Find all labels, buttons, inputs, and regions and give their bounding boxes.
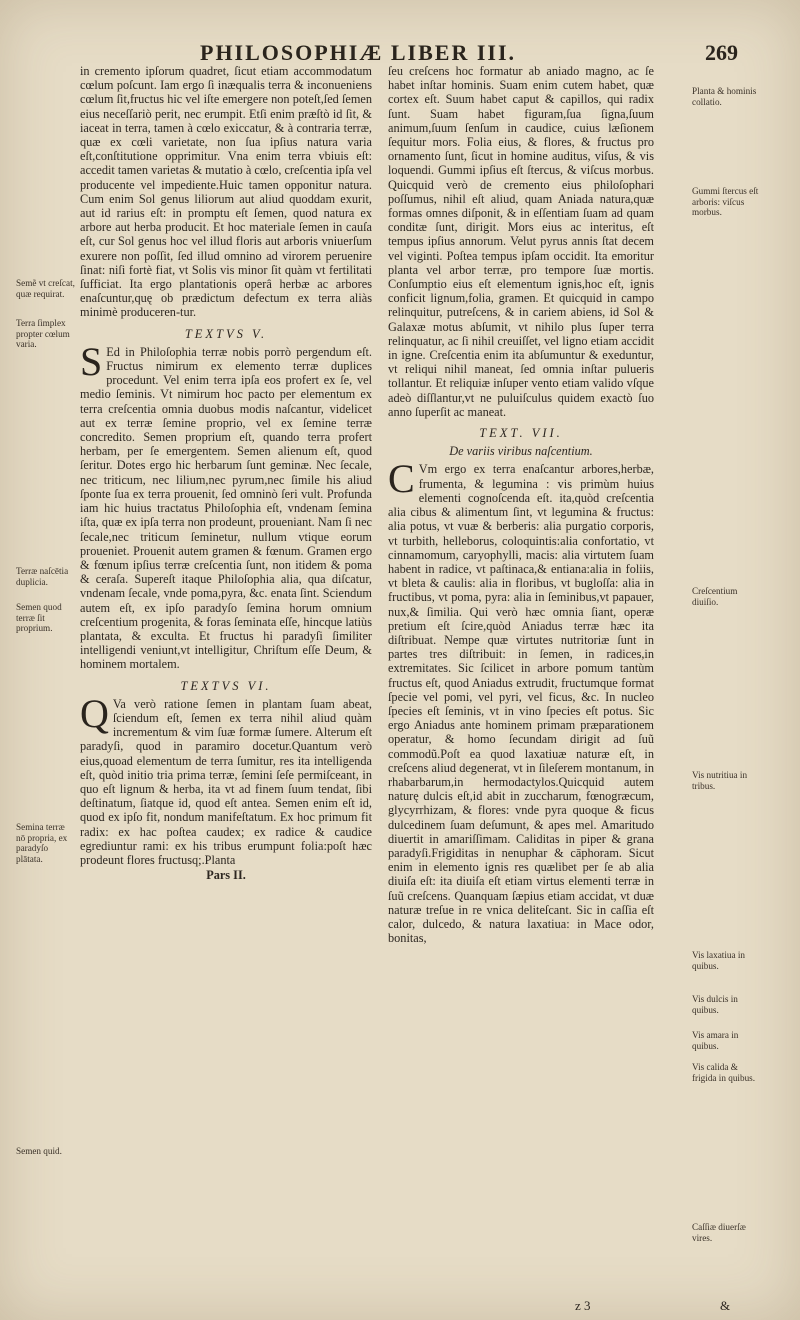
margin-note: Semen quid. (16, 1146, 62, 1156)
textus-6-heading: TEXTVS VI. (180, 678, 272, 693)
right-paragraph-2 (388, 456, 654, 946)
right-paragraph-2-text: Vm ergo ex terra enaſcantur arbores,herbæ, frumenta, & legumina : vis primùm huius elementi cognoſcenda eſt. ita,quòd creſcentia alia cibus & alimentum ſint, vt legumina & fructus: alia potus, vt vuæ & berberis: alia purgatio corporis, vt turbith, helleborus, coloquintis:alia confortatio, vt cinnamomum, caryophylli, macis: alia virtutem ſuam habent in radice, vt paſtinaca,& entiana:alia in foliis, vt bleta & caulis: alia in floribus, vt bugloſſa: alia in fructibus, vt poma, pyra: alia in ſeminibus,vt papauer, nux,& ſimilia. Qui verò hæc omnia ſiant, operæ pretium eſt ſcire,quòd Aniadus terræ hæc ita diſtribuat. Nempe quæ virtutes nutritoriæ ſunt in partes tres diſtribuit: in ſemen, in radices,in extremitates. Sic ſcilicet in arbore pomum tantùm fructus eſt, quod Aniadus extrudit, fructumque format ſpecie vel pomi, vel pyri, vel ficus, &c. In nucleo ſpecies eſt ſeminis, vt in vino ſpecies eſt potus. Sic ergo Aniadus ante hominem primam præparationem operatur, & homo ſecundam dirigit ad ſuũ commodũ.Poſt ea quod laxatiuæ naturæ eſt, in creſcens aliud degenerat, vt in ſileſerem montanum, in rhabarbarum,in hermodactylos.Quicquid autem naturę dulcis eſt,id abit in zuccharum, fœnogræcum, glycyrrhizam, & flores: vnde pyra quoque & ficus dulcedinem ſuam deſumunt, & apes mel. Amaritudo diuertit in amariſſimam. Caliditas in piper & grana paradyſi.Frigiditas in nenuphar & cāphoram. Sicut enim in elemento ignis res quælibet per ſe ab alia diuiſa eſt: ita diuiſa eſt etiam virtus elementi terræ in ſuũ creſcens. Quanquam ſæpius etiam accidat, vt duæ naturæ treſue in re vnica deliteſcant. Sic in caſſia eſt calor, dulcedo, & natura laxatiua: in Mace odor, bonitas, (388, 462, 654, 946)
margin-note: Semina terræ nō propria, ex paradyſo plātata. (16, 822, 68, 864)
left-paragraph-1: in cremento ipſorum quadret, ſicut etiam accommodatum cœlum poſcunt. Iam ergo ſi inæqualis terra & inconueniens cœlum ſit,fructus hic vel iſte emergere non poteſt,ſed ſemen eius neceſſariò perit, nec erumpit. Etſi enim præſtò id ſit, & iaceat in terra, tamen à cœlo exiccatur, & à contraria terræ, quæ ex cœli varietate, non ſua ipſius natura varia eſt,conſtitutione opprimitur. Vna enim terra vbiuis eſt: accedit tamen varietas & mutatio à cœlo, creſcentia ipſa vel producente vel impediente.Huic tamen opponitur natura. Cum enim Sol genus liliorum aut aliud quoddam exurit, aut id rarius eſt: in promptu eſt ſemen, quod natura ex arbore aut herba producit. Et hoc materiale ſemen in cauſa eſt, cur Sol genus hoc vel illud floris aut arboris vniuerſum exurere non poſſit, ſed illud omnino ad virorem peruenire ſinat: niſi fortè fiat, vt Solis vis minor ſit quàm vt fertilitati ſufficiat. Ita ergo plantationis operâ herbæ ac arbores enaſcuntur,quę ob prædictum defectum ex terra aliàs minimè produceren-tur. (80, 64, 372, 320)
margin-note: Terræ naſcētia duplicia. (16, 566, 69, 587)
right-text-column (388, 64, 654, 945)
margin-note: Vis dulcis in quibus. (692, 994, 738, 1015)
margin-note: Vis amara in quibus. (692, 1030, 739, 1051)
margin-note: Semen quod terræ ſit proprium. (16, 602, 62, 633)
margin-note: Planta & hominis collatio. (692, 86, 757, 107)
left-text-column (80, 64, 372, 882)
margin-note: Vis laxatiua in quibus. (692, 950, 746, 971)
left-paragraph-2 (80, 338, 372, 672)
margin-note: Creſcentium diuiſio. (692, 586, 738, 607)
drop-cap-c: C (388, 456, 415, 502)
left-paragraph-2-text: Ed in Philoſophia terræ nobis porrò pergendum eſt. Fructus nimirum ex elemento terræ duplices procedunt. Vel enim terra ipſa eos profert ex ſe, vel medio ſeminis. Vt nimirum hoc pacto per elementum ex terra creſcentia omnia duobus modis naſcantur, videlicet aut ex terræ ſemine proprio, vel ex ſemine terræ concredito. Semen proprium eſt, quando terra profert herbam, per ſe emergentem. Semen alienum eſt, quod ſeritur. Dotes ergo hic herbarum ſunt geminæ. Nec ſecale, nec triticum, nec lilium,nec pyrum,nec ſimile his aliud ſponte ſua ex terra prouenit, ſed omninò ſeri vult. Profunda iam hic huius tractatus Philoſophia eſt, vndenam ſemina iſta, quæ ex ipſa terra non prodeunt, proueniant. Nam ſi nec ſecale,nec triticum ſeminetur, nullum vtique eorum proueniet. Prouenit autem gramen & fœnum. Gramen ergo & fœnum ipſius terræ creſcentia ſunt, non itidem & poma & ceraſa. Supereſt itaque Philoſophia alia, qua diſcatur, vndenam ſecale, vnde poma,pyra, &c. enata ſint. Sciendum autem eſt, ex ipſo paradyſo ſemina horum omnium creſcentium progenita, & foras ſeminata eſſe, hincque latiùs plantata, & exculta. Et fructus hi paradyſi ſimiliter intelligendi veniunt,vt intelligitur, Chriſtum eſſe Deum, & hominem mortalem. (80, 344, 372, 672)
running-title: PHILOSOPHIÆ LIBER III. (200, 40, 517, 65)
drop-cap-q: Q (80, 690, 109, 736)
margin-note: Vis calida & frigida in quibus. (692, 1062, 756, 1083)
folio-number: 269 (705, 40, 738, 65)
margin-note: Terra ſimplex propter cœlum varia. (16, 318, 70, 349)
margin-note: Vis nutritiua in tribus. (692, 770, 748, 791)
textus-7-heading: TEXT. VII. (479, 426, 563, 441)
left-paragraph-3 (80, 690, 372, 867)
drop-cap-s: S (80, 338, 103, 384)
right-paragraph-1: ſeu creſcens hoc formatur ab aniado magno, ac ſe habet inſtar hominis. Suam enim cutem habet, quæ cortex eſt. Suum habet caput & capillos, qui radix ſunt. Suam habet figuram,ſua ſigna,ſuum animum,ſuum ſenſum in caudice, cuius læſionem ſequitur mors. Folia eius, & flores, & fructus pro ornamento ſunt, ſicut in homine auditus, viſus, & vis loquendi. Gummi ipſius eſt ſtercus, & viſcus morbus. Quicquid verò de cremento eius philoſophari poſſumus, nihil eſt aliud, quam Aniada natura,quæ formas omnes diſponit, & in eſſentiam ſuam ad quam conditæ ſunt, dirigit. Mors eius ac interitus, eſt tempus ipſius annorum. Velut pyrus annis ſtat decem vel viginti. Poſtea tempus ipſam occidit. Ita emoritur planta vel arbor terræ, pro tempore ſuæ mortis. Conſumptio eius eſt elementum ignis,hoc eſt, ignis conficit lignum,folia, gramen. Et quicquid in campo relinquitur, putreſcens, & in cariem abiens, id Sol & Galaxæ motus abſumit, vt nihilo plus ſuper terra relinquatur, ac ſi nihil creuiſſet, vel ligno etiam accidit in igne. Creſcentia enim ita abſumuntur & exeduntur, vt reliqui nihil maneat, ſed omnia inſtar pulueris tollantur. Et reliquiæ inſuper vento etiam valido vſque adeò diſſlantur,vt ne puluiſculus quidem exactò ſuo anno ſuperſit ac maneat. (388, 64, 654, 419)
catchword-right: & (720, 1298, 731, 1313)
margin-note: Semẽ vt creſcat, quæ requirat. (16, 278, 75, 299)
textus-5-heading: TEXTVS V. (184, 326, 268, 341)
left-paragraph-3-text: Va verò ratione ſemen in plantam ſuam abeat, ſciendum eſt, ſemen ex terra nihil aliud quàm incrementum & vim ſuæ formæ ſumere. Alterum eſt paradyſi, quod in paramiro docetur.Quantum verò eius,quoad elementum de terra ſumitur, res ita intelligenda eſt, quòd initio tria prima terræ, ſemini ſeſe permiſceant, in quo eſt lignum & herba, ita vt ad finem ſuum tendat, ſibi deſtinatum, ſiatque id, quod eſt antea. Semen enim eſt id, quod ex ipſo fit, nondum manifeſtatum. Ex hoc primum fit radix: ex hac poſtea caudex; ex radice & caudice egrediuntur rami: ex his tribus erumpunt folia:poſt hæc prodeunt flores fructusq;.Planta (80, 696, 372, 867)
catchword-left: Pars II. (206, 868, 246, 883)
margin-note: Caſſiæ diuerſæ vires. (692, 1222, 746, 1243)
signature-mark: z 3 (575, 1298, 591, 1313)
textus-7-subheading: De variis viribus naſcentium. (449, 444, 593, 459)
margin-note: Gummi ſtercus eſt arboris: viſcus morbus. (692, 186, 759, 217)
